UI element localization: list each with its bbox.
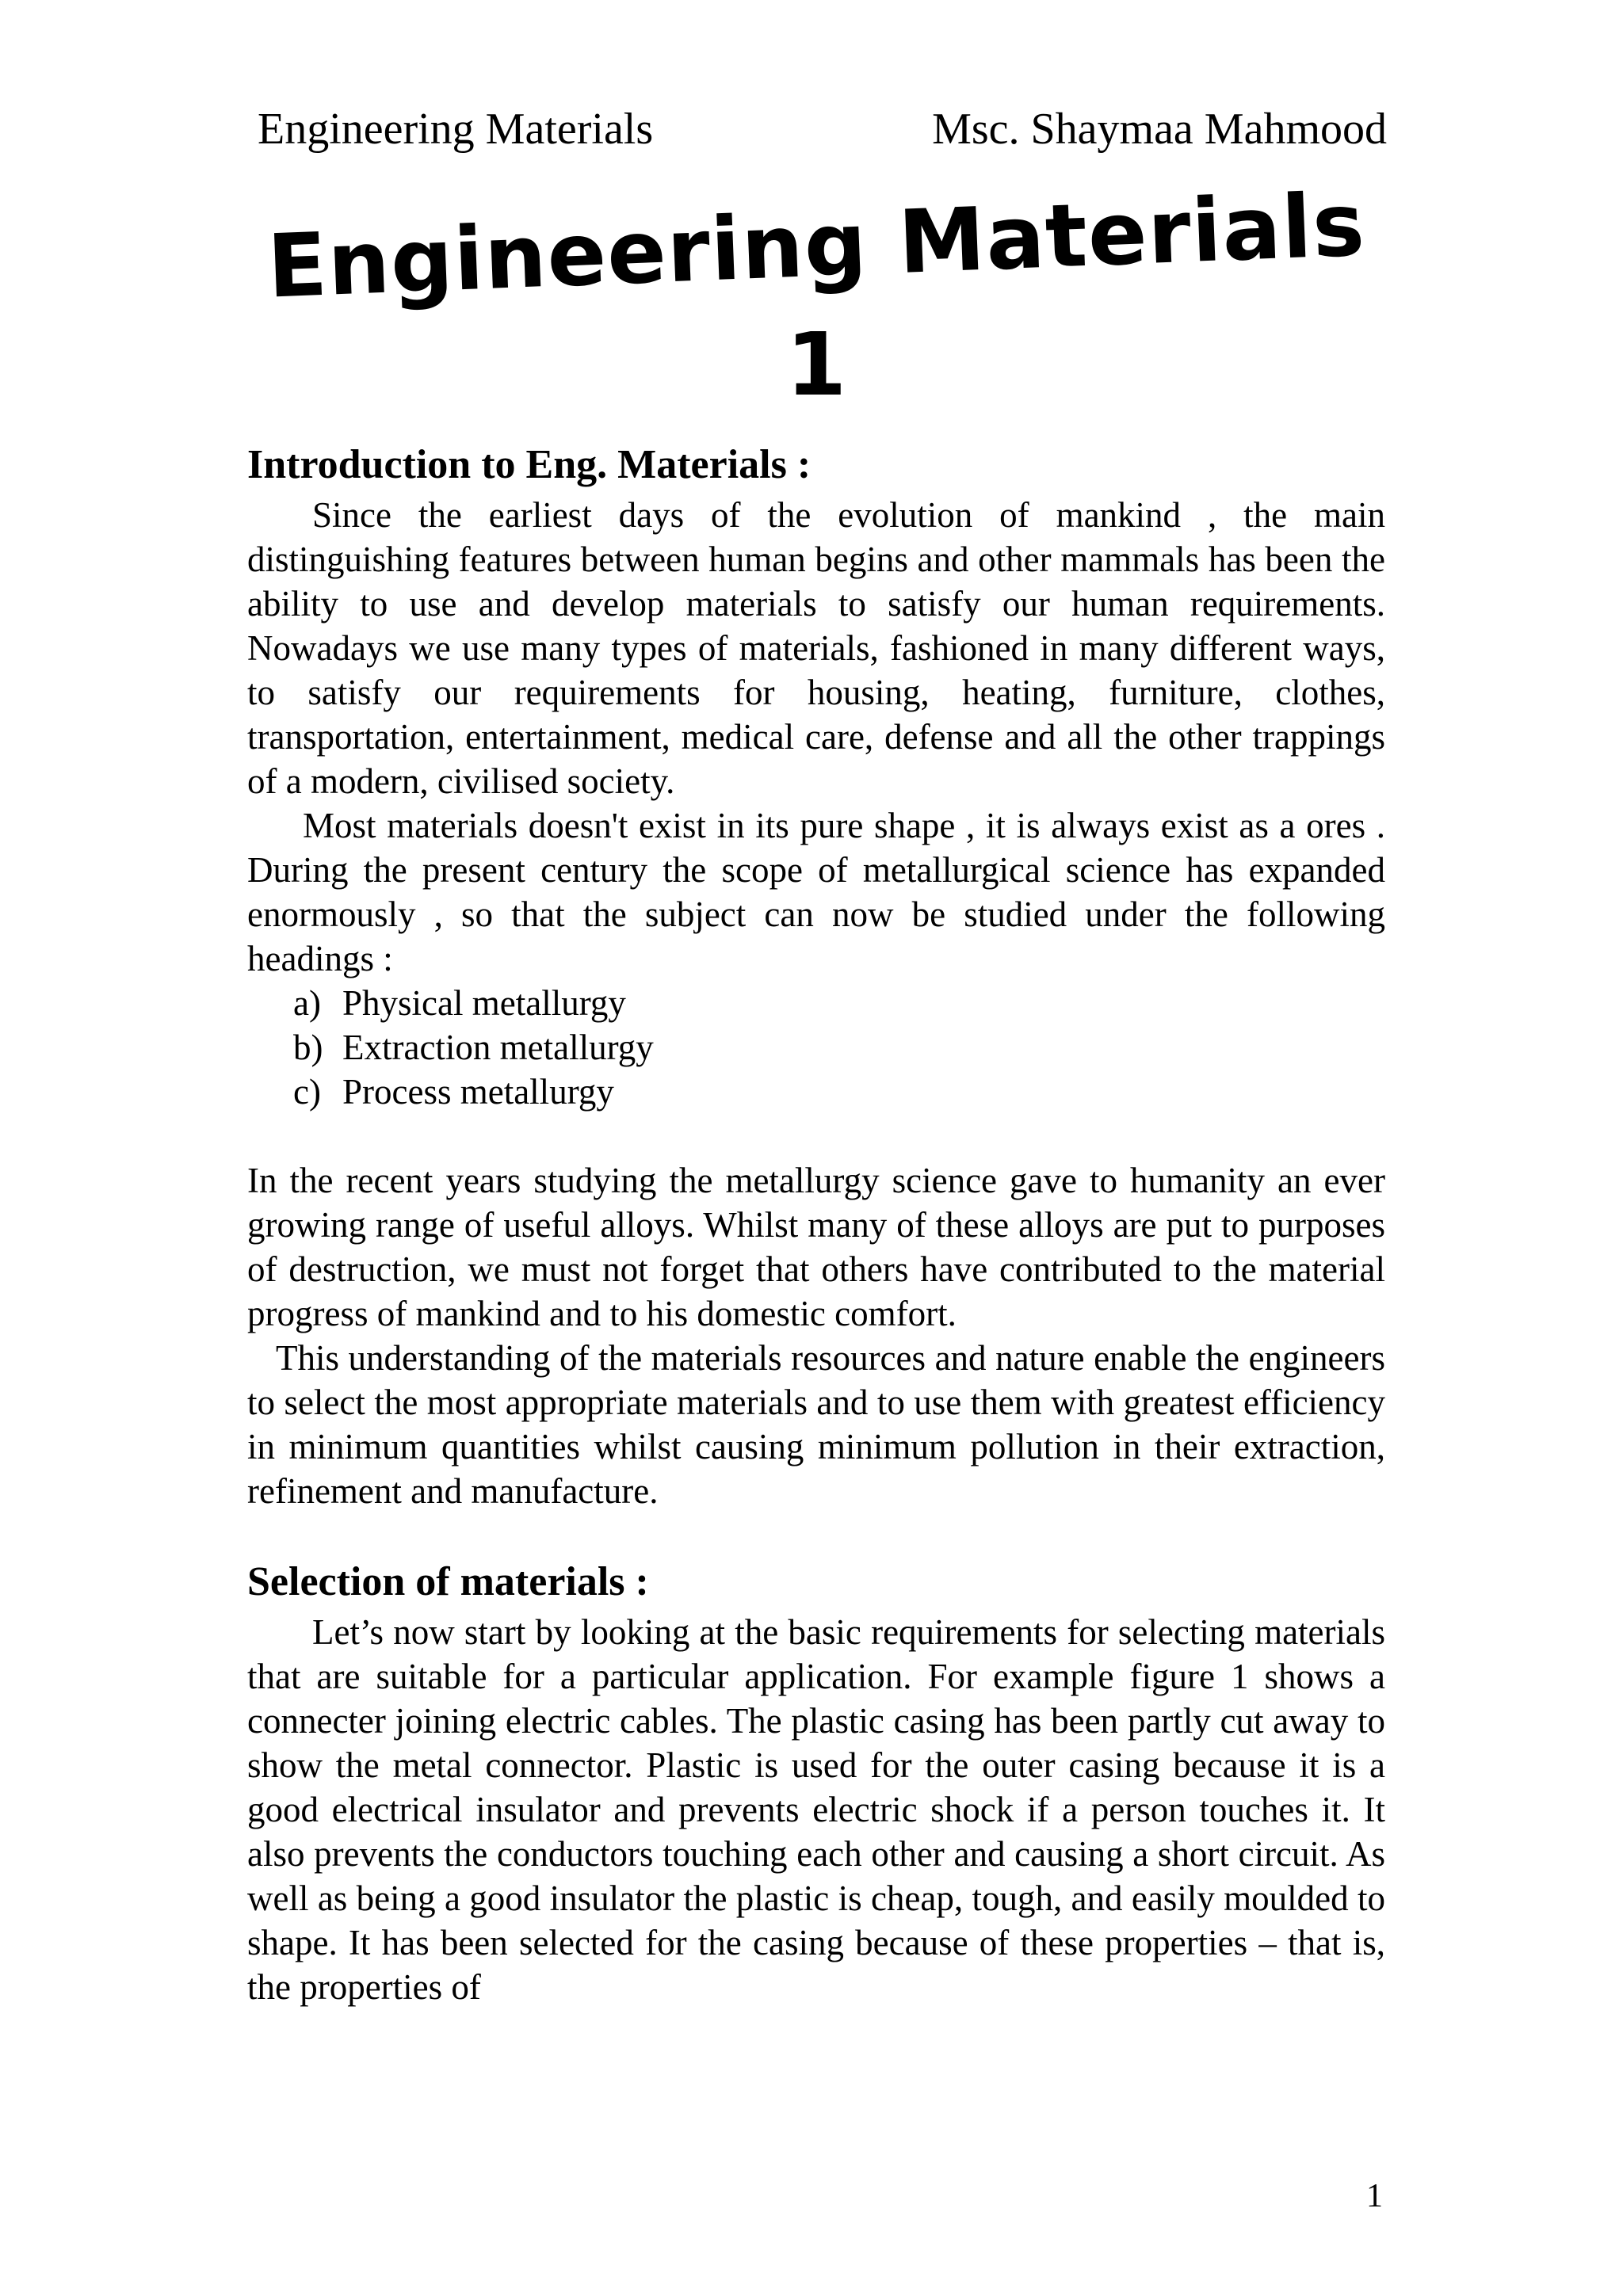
- selection-paragraph-1: Let’s now start by looking at the basic requirements for selecting materials that are suitable for a particular application. For example figure 1 shows a connecter joining electric cables. The plastic casing has been partly cut away to show the metal connector. Plastic is used for the outer casing because it is a good electrical insulator and prevents electric shock if a person touches it. It also prevents the conductors touching each other and causing a short circuit. As well as being a good insulator the plastic is cheap, tough, and easily moulded to shape. It has been selected for the casing because of these properties – that is, the properties of: [247, 1612, 1385, 2007]
- spacer: [247, 1513, 1385, 1554]
- intro-paragraph-2: Most materials doesn't exist in its pure shape , it is always exist as a ores . During the present century the scope of metallurgical science has expanded enormously , so that the subject can now be studied under the following headings :: [247, 806, 1385, 978]
- list-item: [293, 1070, 1385, 1114]
- section-heading-intro: Introduction to Eng. Materials :: [247, 442, 812, 487]
- list-item-label: a): [293, 983, 321, 1023]
- page-number: 1: [1366, 2178, 1383, 2214]
- list-item-text: Extraction metallurgy: [342, 1028, 654, 1067]
- list-item-text: Process metallurgy: [342, 1072, 614, 1112]
- intro-paragraph-3: In the recent years studying the metallurgy science gave to humanity an ever growing range of useful alloys. Whilst many of these alloys are put to purposes of destruction, we must not forget that others have contributed to the material progress of mankind and to his domestic comfort.: [247, 1161, 1385, 1333]
- spacer: [247, 1114, 1385, 1158]
- title-main: Engineering Materials: [265, 174, 1367, 318]
- body-content: [247, 437, 1385, 2009]
- document-title: [238, 174, 1395, 420]
- list-item: [293, 1025, 1385, 1070]
- intro-paragraph-4: This understanding of the materials resources and nature enable the engineers to select the most appropriate materials and to use them with greatest efficiency in minimum quantities whilst causing minimum pollution in their extraction, refinement and manufacture.: [247, 1338, 1385, 1511]
- section-heading-selection: Selection of materials :: [247, 1559, 649, 1604]
- list-item-label: c): [293, 1072, 321, 1112]
- title-number: 1: [785, 314, 847, 415]
- list-item-text: Physical metallurgy: [342, 983, 626, 1023]
- intro-paragraph-1: Since the earliest days of the evolution of mankind , the main distinguishing features between human begins and other mammals has been the ability to use and develop materials to satisfy our human requirements. Nowadays we use many types of materials, fashioned in many different ways, to satisfy our requirements for housing, heating, furniture, clothes, transportation, entertainment, medical care, defense and all the other trappings of a modern, civilised society.: [247, 495, 1385, 801]
- header-author: Msc. Shaymaa Mahmood: [932, 105, 1387, 154]
- list-item: [293, 981, 1385, 1025]
- list-item-label: b): [293, 1028, 323, 1067]
- header-course-title: Engineering Materials: [258, 105, 654, 154]
- page-header: [258, 101, 1387, 157]
- metallurgy-headings-list: [247, 981, 1385, 1114]
